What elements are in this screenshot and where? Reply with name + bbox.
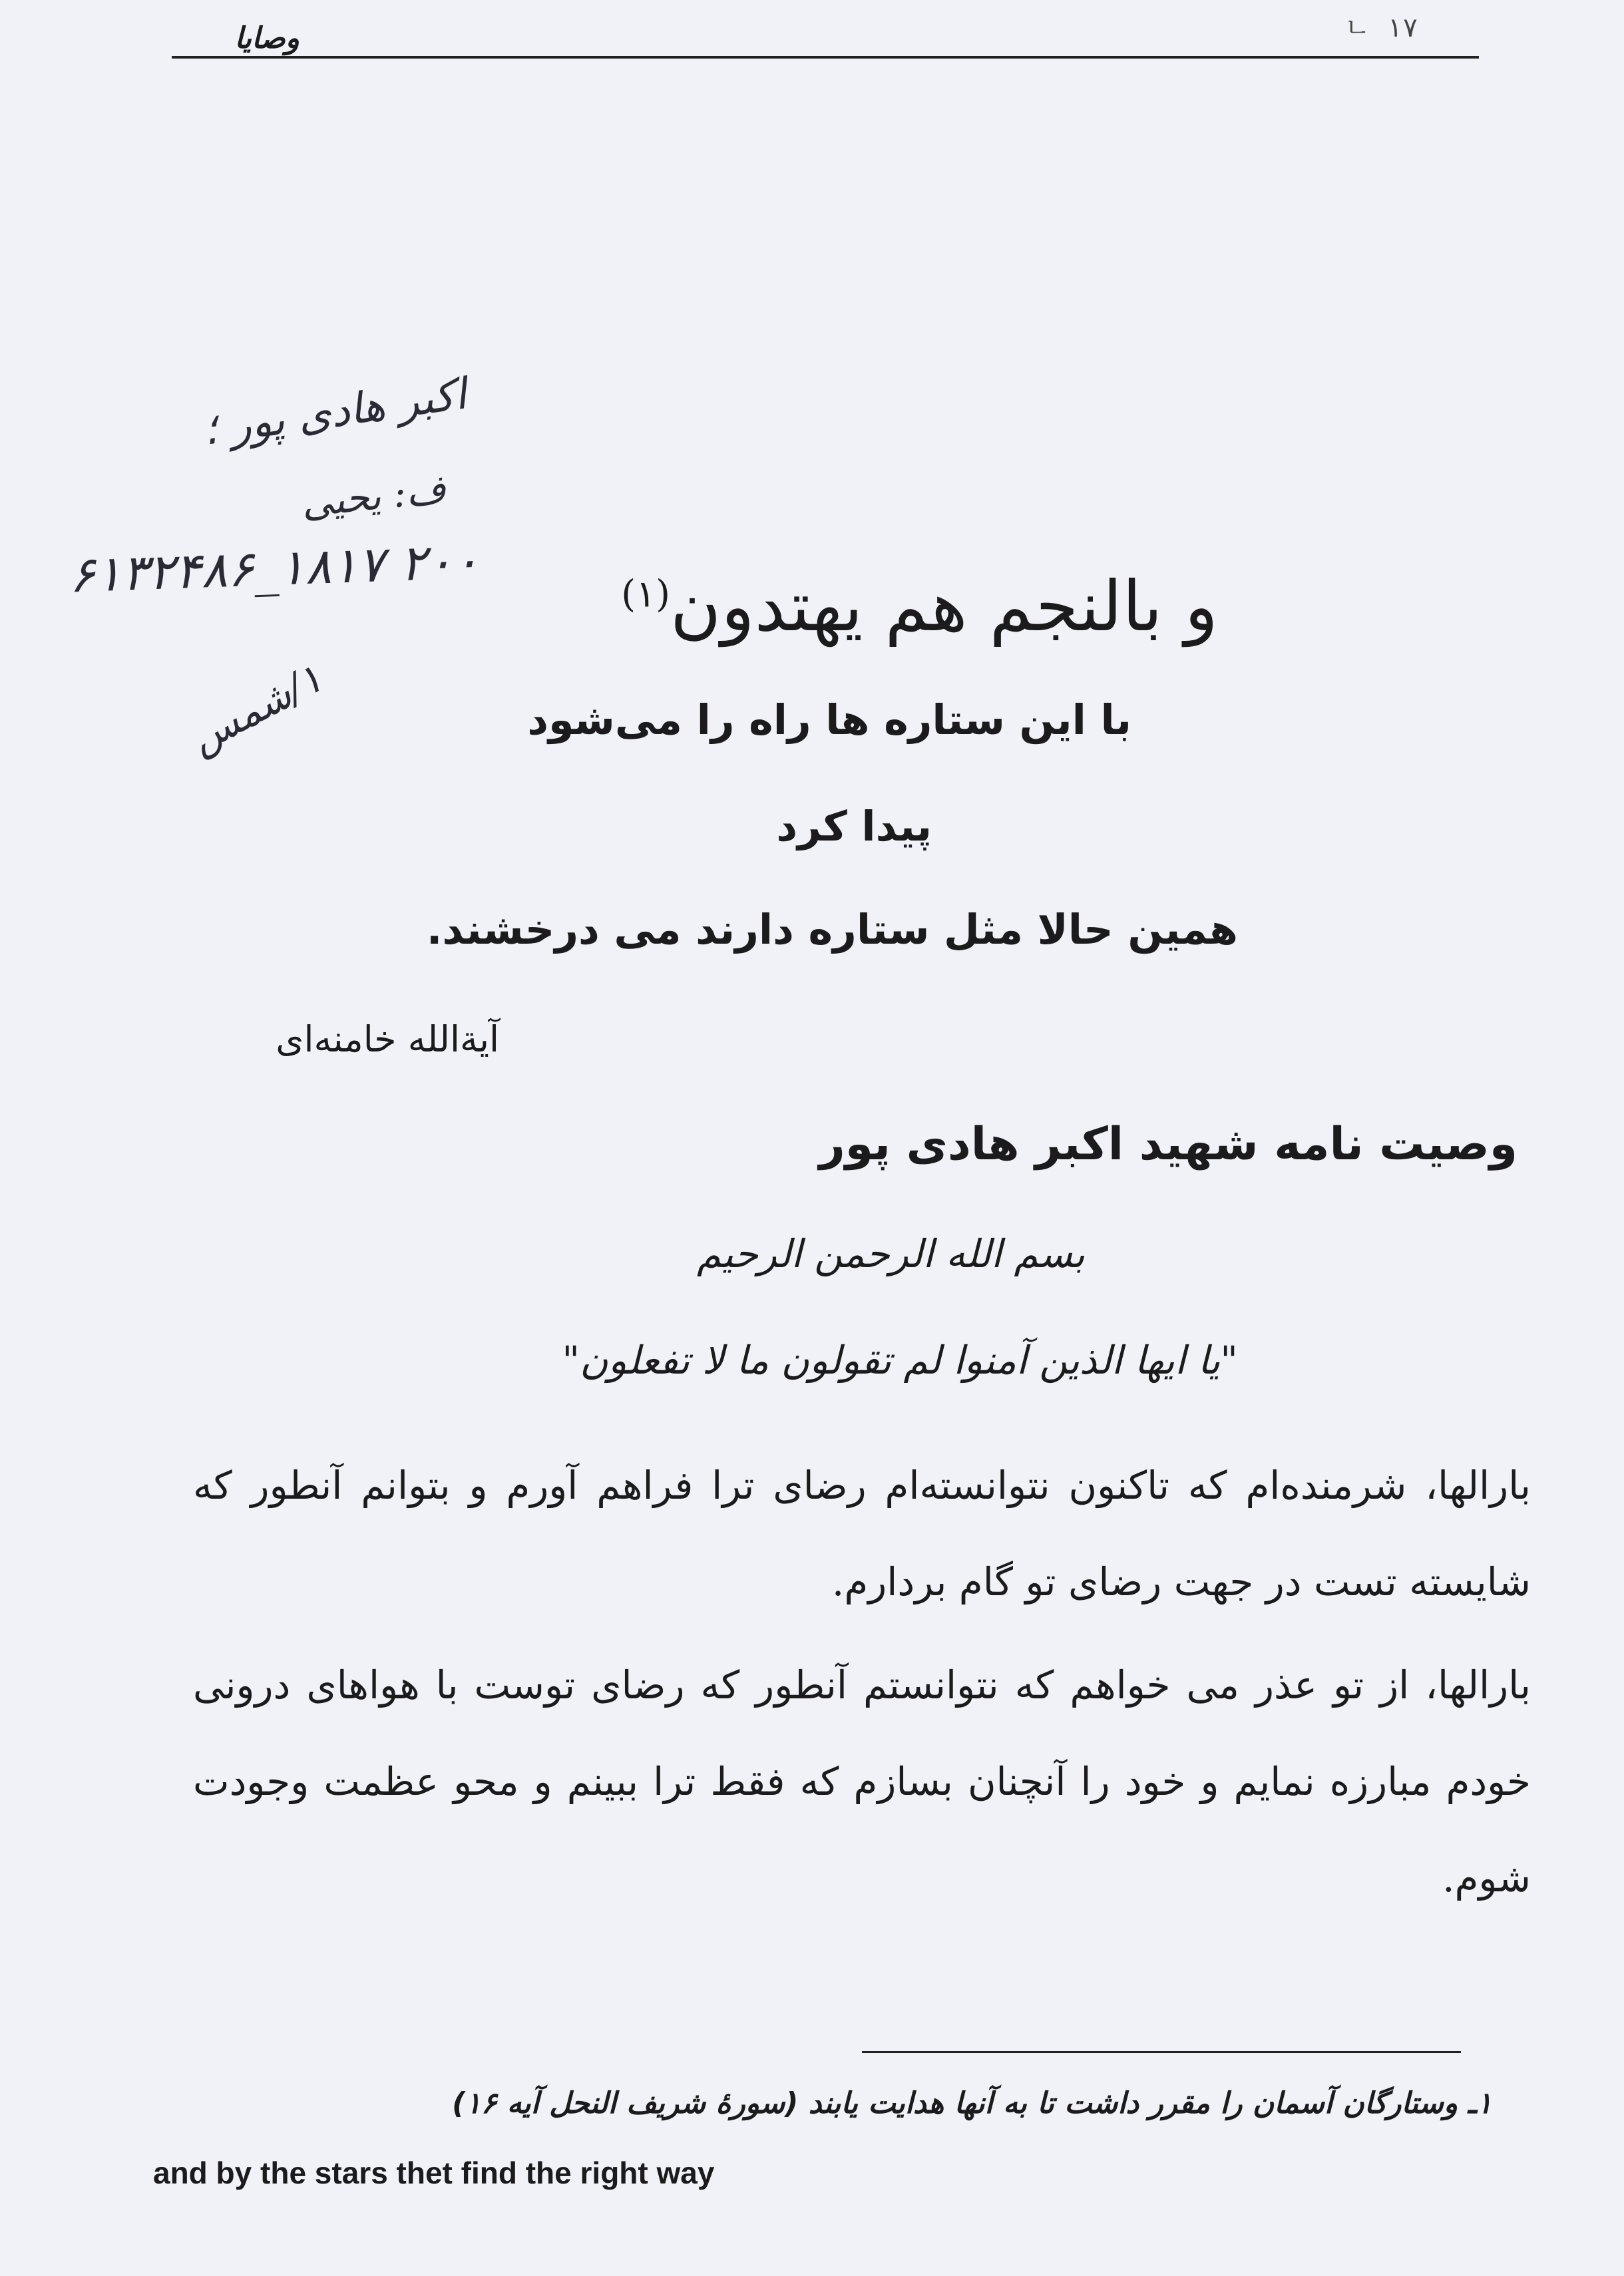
attribution: آیة‌الله خامنه‌ای	[276, 1018, 499, 1060]
paragraph-2: بارالها، از تو عذر می خواهم که نتوانستم آنطور که رضای توست با هواهای درونی خودم مبارزه نمایم و خود را آنچنان بسازم که فقط ترا ببینم و محو عظمت وجودت شوم.	[193, 1662, 1531, 1901]
page-mark: ㄴ ١٧	[1344, 13, 1418, 43]
footnote-rule	[862, 2051, 1461, 2053]
paragraph-1: بارالها، شرمنده‌ام که تاکنون نتوانسته‌ام رضای ترا فراهم آورم و بتوانم آنطور که شایسته تست در جهت رضای تو گام بردارم.	[193, 1463, 1531, 1605]
footnote-text: ١ـ وستارگان آسمان را مقرر داشت تا به آنها هدایت یابند (سورهٔ شریف النحل آیه ١۶)	[452, 2086, 1492, 2120]
verse-line-3: همین حالا مثل ستاره دارند می درخشند.	[426, 905, 1238, 954]
handwritten-code: ۶۱۳۲۴۸۶_۱۸۱۷ ۲۰۰	[67, 532, 481, 604]
verse-heading	[621, 566, 1218, 647]
verse-text: و بالنجم هم يهتدون	[670, 566, 1218, 647]
header-label: وصايا	[234, 21, 300, 55]
verse-footnote-ref: (١)	[621, 572, 671, 616]
handwritten-side-note: ١/شمس	[182, 655, 331, 763]
handwritten-name: اکبر هادی پور ؛	[200, 369, 470, 456]
quranic-quote: "یا ایها الذین آمنوا لم تقولون ما لا تفعلون"	[562, 1338, 1238, 1383]
footnote-english: and by the stars thet find the right way	[153, 2156, 715, 2190]
header-rule	[172, 56, 1479, 59]
document-title: وصیت نامه شهید اکبر هادی پور	[819, 1118, 1518, 1171]
handwritten-sub: ف: یحیی	[300, 466, 449, 526]
basmala: بسم الله الرحمن الرحيم	[697, 1231, 1085, 1276]
verse-line-1: با این ستاره ها راه را می‌شود	[527, 695, 1131, 744]
verse-line-2: پیدا کرد	[776, 802, 932, 851]
